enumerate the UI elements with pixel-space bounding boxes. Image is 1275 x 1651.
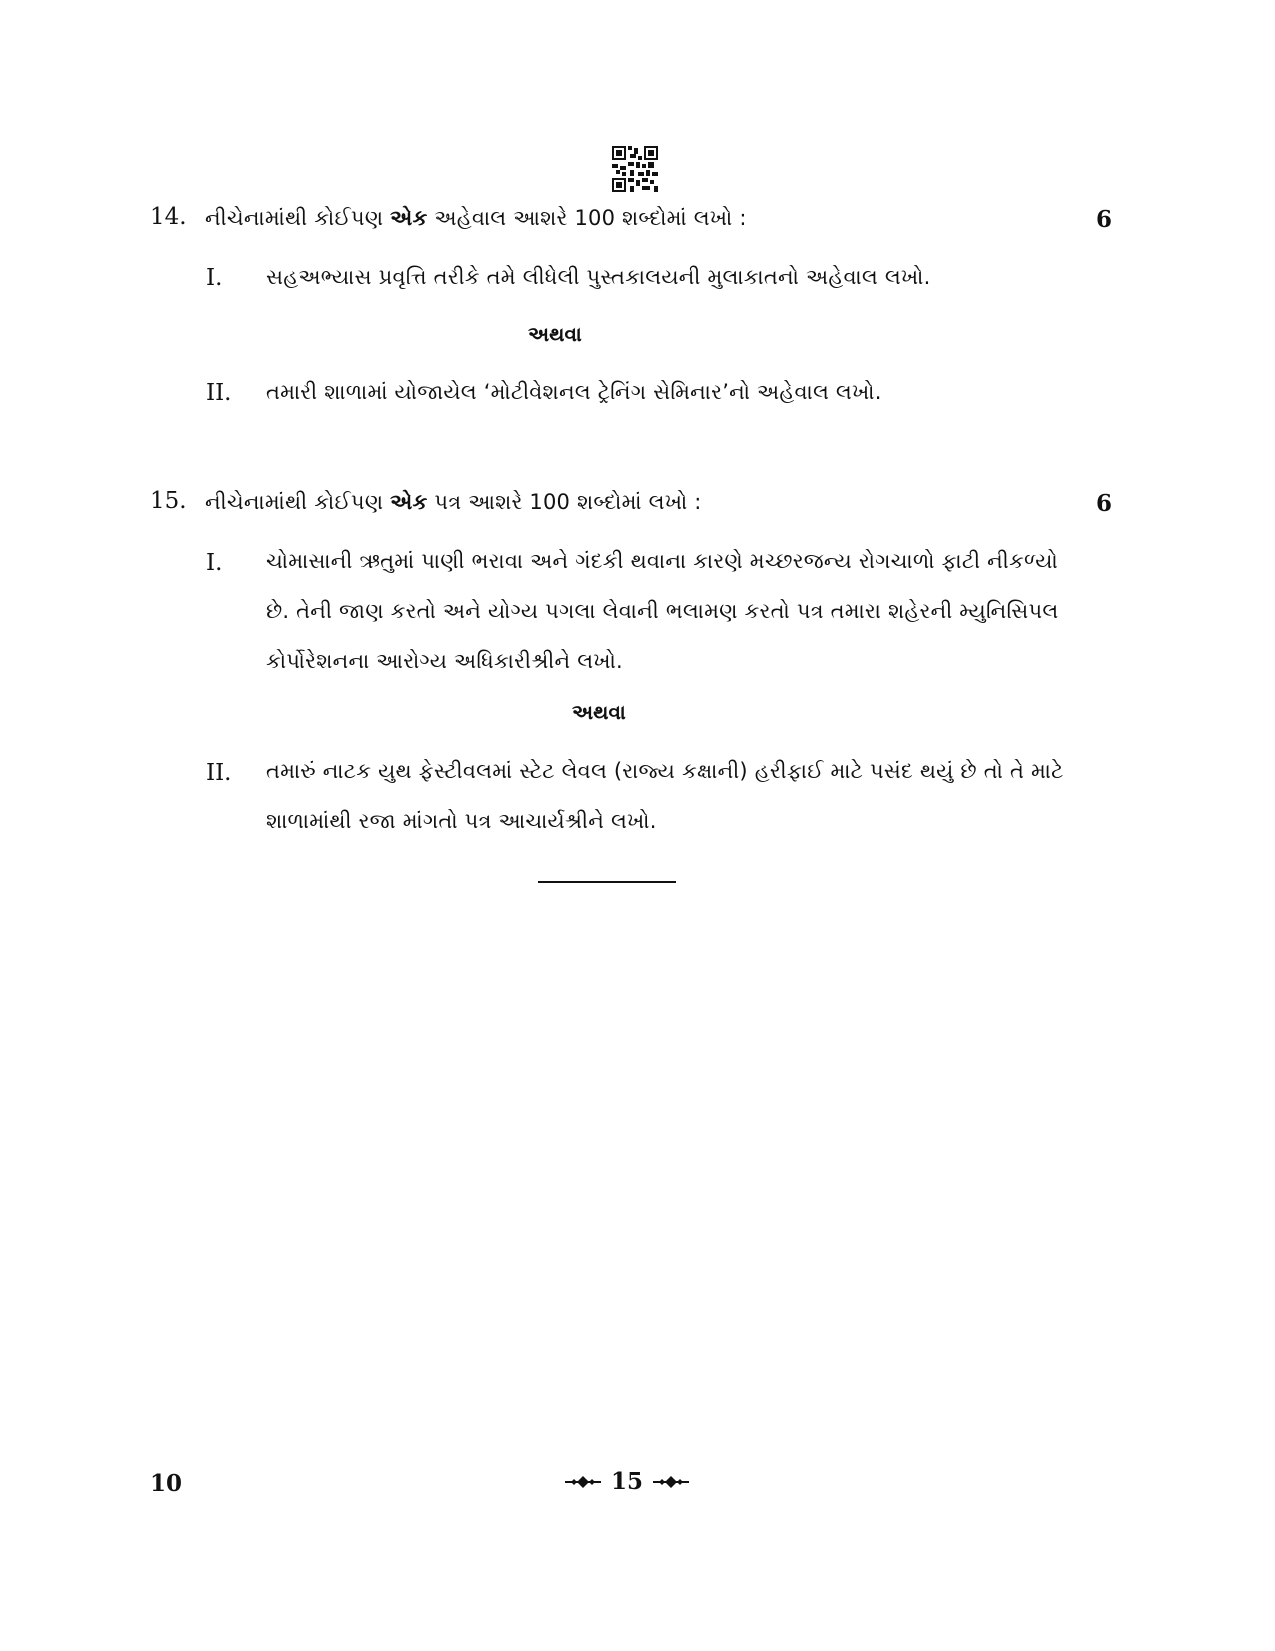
question-15-option-2-line: શાળામાંથી રજા માંગતો પત્ર આચાર્યશ્રીને લખો.	[266, 809, 657, 833]
question-14-keyword: એક	[390, 206, 428, 230]
question-15-suffix: પત્ર આશરે 100 શબ્દોમાં લખો :	[427, 490, 702, 514]
question-15-option-1-line: છે. તેની જાણ કરતો અને યોગ્ય પગલા લેવાની ભલામણ કરતો પત્ર તમારા શહેરની મ્યુનિસિપલ	[266, 599, 1059, 623]
question-15-option-1-line: કોર્પોરેશનના આરોગ્ય અધિકારીશ્રીને લખો.	[266, 649, 623, 673]
question-14-or: અથવા	[528, 322, 582, 346]
question-14-suffix: અહેવાલ આશરે 100 શબ્દોમાં લખો :	[427, 206, 747, 230]
question-15-option-2-line: તમારું નાટક યુથ ફેસ્ટીવલમાં સ્ટેટ લેવલ (રાજ્ય કક્ષાની) હરીફાઈ માટે પસંદ થયું છે તો તે માટે	[266, 759, 1064, 783]
question-14-number: 14.	[150, 204, 187, 230]
question-14-marks: 6	[1096, 206, 1113, 233]
ornament-right-icon	[653, 1475, 689, 1489]
question-15-option-2-label: II.	[206, 760, 232, 786]
question-15-option-1-line: ચોમાસાની ઋતુમાં પાણી ભરાવા અને ગંદકી થવાના કારણે મચ્છરજન્ય રોગચાળો ફાટી નીકળ્યો	[266, 549, 1058, 573]
question-14-text	[205, 206, 747, 231]
question-14-option-2-text: તમારી શાળામાં યોજાયેલ ‘મોટીવેશનલ ટ્રેનિંગ સેમિનાર’નો અહેવાલ લખો.	[266, 380, 882, 404]
question-15-option-1-body	[266, 536, 1058, 686]
question-14-option-1-label: I.	[206, 265, 223, 291]
qr-code-icon	[612, 146, 658, 192]
question-14-option-2-label: II.	[206, 380, 232, 406]
question-15-number: 15.	[150, 488, 187, 514]
question-15-option-1-label: I.	[206, 550, 223, 576]
question-14-option-1-text: સહઅભ્યાસ પ્રવૃત્તિ તરીકે તમે લીધેલી પુસ્તકાલયની મુલાકાતનો અહેવાલ લખો.	[266, 265, 931, 289]
end-rule	[538, 881, 676, 883]
question-15-prefix: નીચેનામાંથી કોઈપણ	[205, 490, 391, 514]
page-number-group	[565, 1468, 689, 1495]
question-15-option-2-body	[266, 746, 1064, 846]
question-15-marks: 6	[1096, 490, 1113, 517]
footer-code: 10	[150, 1470, 183, 1497]
ornament-left-icon	[565, 1475, 601, 1489]
question-14-prefix: નીચેનામાંથી કોઈપણ	[205, 206, 391, 230]
question-15-keyword: એક	[390, 490, 428, 514]
page-number: 15	[611, 1468, 644, 1495]
question-15-or: અથવા	[572, 700, 626, 724]
question-15-text	[205, 490, 702, 515]
